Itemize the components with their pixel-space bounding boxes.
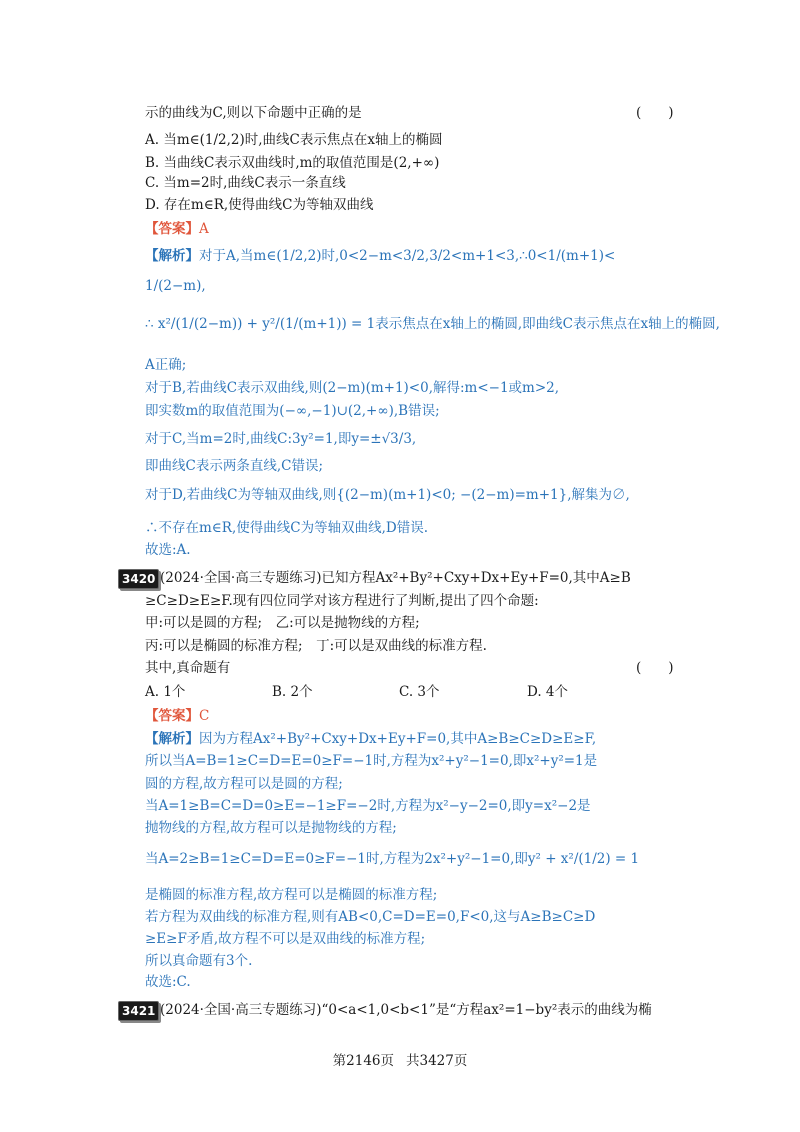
analysis-line: 对于B,若曲线C表示双曲线,则(2−m)(m+1)<0,解得:m<−1或m>2, [145,380,560,396]
answer-line [145,219,209,239]
answer-paren: ( ) [636,105,674,121]
analysis-line: 即实数m的取值范围为(−∞,−1)∪(2,+∞),B错误; [145,403,440,419]
question-stem: ≥C≥D≥E≥F.现有四位同学对该方程进行了判断,提出了四个命题: [145,593,539,609]
question-stem: 其中,真命题有 [145,660,231,676]
option-b: B. 当曲线C表示双曲线时,m的取值范围是(2,+∞) [145,155,440,171]
analysis-line: 对于C,当m=2时,曲线C:3y²=1,即y=±√3/3, [145,431,417,447]
option-c: C. 3个 [399,684,440,700]
analysis-line: 故选:C. [145,974,191,990]
answer-line [145,706,209,726]
analysis-line: 故选:A. [145,542,191,558]
option-a: A. 1个 [145,684,186,700]
question-stem: 示的曲线为C,则以下命题中正确的是 [145,105,362,121]
question-stem: 甲:可以是圆的方程; 乙:可以是抛物线的方程; [145,615,420,631]
analysis-text: 因为方程Ax²+By²+Cxy+Dx+Ey+F=0,其中A≥B≥C≥D≥E≥F, [199,731,597,747]
option-d: D. 4个 [527,684,569,700]
analysis-line: 1/(2−m), [145,278,206,294]
total-pages: 共3427页 [406,1053,468,1069]
question-number-badge: 3420 [118,569,159,589]
page-number: 第2146页 [332,1053,394,1069]
question-stem: (2024·全国·高三专题练习)已知方程Ax²+By²+Cxy+Dx+Ey+F=0,其中A≥B [160,570,631,586]
analysis-line: 对于D,若曲线C为等轴双曲线,则{(2−m)(m+1)<0; −(2−m)=m+1},解集为∅, [145,487,630,503]
analysis-line: 若方程为双曲线的标准方程,则有AB<0,C=D=E=0,F<0,这与A≥B≥C≥D [145,909,596,925]
analysis-line: 所以当A=B=1≥C=D=E=0≥F=−1时,方程为x²+y²−1=0,即x²+y²=1是 [145,753,598,769]
option-d: D. 存在m∈R,使得曲线C为等轴双曲线 [145,197,374,213]
option-a: A. 当m∈(1/2,2)时,曲线C表示焦点在x轴上的椭圆 [145,132,443,148]
analysis-tag: 【解析】 [145,731,199,747]
analysis-line [145,246,615,266]
analysis-line: 是椭圆的标准方程,故方程可以是椭圆的标准方程; [145,887,438,903]
answer-value: A [199,221,209,237]
page-footer [0,1051,800,1071]
option-b: B. 2个 [272,684,313,700]
option-c: C. 当m=2时,曲线C表示一条直线 [145,175,346,191]
analysis-line: 即曲线C表示两条直线,C错误; [145,458,323,474]
analysis-text: 对于A,当m∈(1/2,2)时,0<2−m<3/2,3/2<m+1<3,∴0<1/(m+1)< [199,248,616,264]
answer-tag: 【答案】 [145,708,199,724]
analysis-tag: 【解析】 [145,248,199,264]
answer-paren: ( ) [636,660,674,676]
analysis-line [145,729,596,749]
analysis-line: 当A=2≥B=1≥C=D=E=0≥F=−1时,方程为2x²+y²−1=0,即y² + x²/(1/2) = 1 [145,851,640,867]
analysis-line: A正确; [145,357,187,373]
question-number-badge: 3421 [118,1001,159,1021]
question-stem: (2024·全国·高三专题练习)“0<a<1,0<b<1”是“方程ax²=1−by²表示的曲线为椭 [160,1002,652,1018]
analysis-line: ∴不存在m∈R,使得曲线C为等轴双曲线,D错误. [145,520,428,536]
question-stem: 丙:可以是椭圆的标准方程; 丁:可以是双曲线的标准方程. [145,638,487,654]
analysis-line: 圆的方程,故方程可以是圆的方程; [145,776,343,792]
answer-tag: 【答案】 [145,221,199,237]
analysis-line: ≥E≥F矛盾,故方程不可以是双曲线的标准方程; [145,931,426,947]
answer-value: C [199,708,210,724]
analysis-line: ∴ x²/(1/(2−m)) + y²/(1/(m+1)) = 1表示焦点在x轴上的椭圆,即曲线C表示焦点在x轴上的椭圆, [145,316,720,332]
analysis-line: 所以真命题有3个. [145,953,253,969]
analysis-line: 当A=1≥B=C=D=0≥E=−1≥F=−2时,方程为x²−y−2=0,即y=x²−2是 [145,798,591,814]
analysis-line: 抛物线的方程,故方程可以是抛物线的方程; [145,820,397,836]
